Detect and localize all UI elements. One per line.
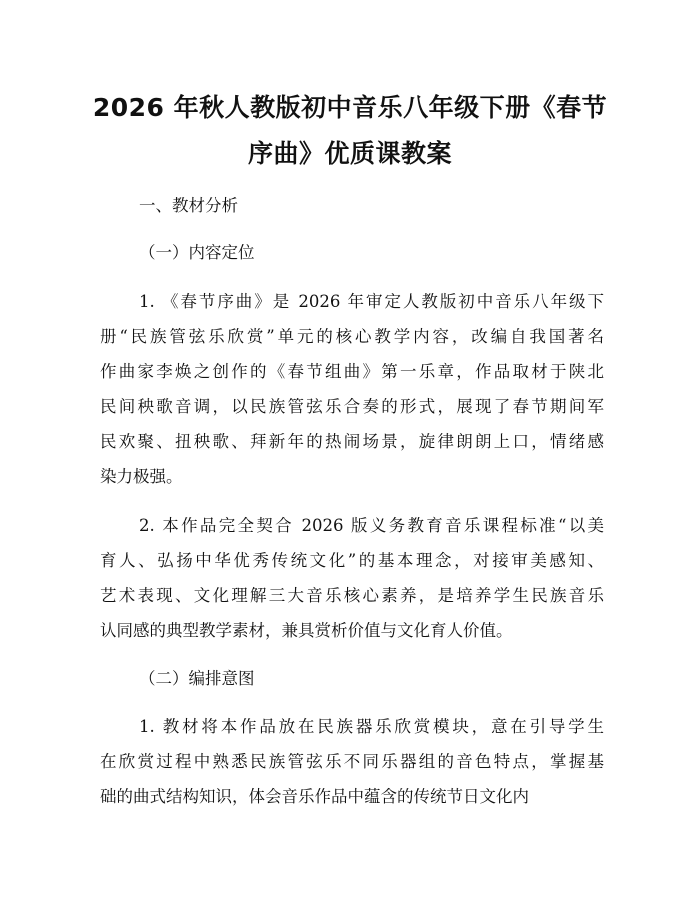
paragraph-1-line: 染力极强。 [100,467,183,486]
paragraph-3-line: 在欣赏过程中熟悉民族管弦乐不同乐器组的音色特点，掌握基 [100,752,604,771]
paragraph-1-line: 民欢聚、扭秧歌、拜新年的热闹场景，旋律朗朗上口，情绪感 [100,432,604,451]
paragraph-3-line: 础的曲式结构知识，体会音乐作品中蕴含的传统节日文化内 [100,787,529,806]
paragraph-2-line: 2. 本作品完全契合 2026 版义务教育音乐课程标准“以美 [139,516,604,535]
subsection-heading-arrangement-intent: （二）编排意图 [139,669,255,688]
paragraph-1-line: 册“民族管弦乐欣赏”单元的核心教学内容，改编自我国著名 [100,327,604,346]
document-title-line-1: 2026 年秋人教版初中音乐八年级下册《春节 [92,93,608,122]
paragraph-2-line: 育人、弘扬中华优秀传统文化”的基本理念，对接审美感知、 [100,551,604,570]
subsection-heading-content-positioning: （一）内容定位 [139,243,255,262]
paragraph-1-line: 作曲家李焕之创作的《春节组曲》第一乐章，作品取材于陕北 [100,362,604,381]
paragraph-1-line: 1. 《春节序曲》是 2026 年审定人教版初中音乐八年级下 [139,292,604,311]
paragraph-1-line: 民间秧歌音调，以民族管弦乐合奏的形式，展现了春节期间军 [100,397,604,416]
paragraph-2-line: 艺术表现、文化理解三大音乐核心素养，是培养学生民族音乐 [100,586,604,605]
document-title-line-2: 序曲》优质课教案 [247,139,452,168]
section-heading-textbook-analysis: 一、教材分析 [139,196,238,215]
paragraph-2-line: 认同感的典型教学素材，兼具赏析价值与文化育人价值。 [100,621,513,640]
paragraph-3-line: 1. 教材将本作品放在民族器乐欣赏模块，意在引导学生 [139,717,604,736]
